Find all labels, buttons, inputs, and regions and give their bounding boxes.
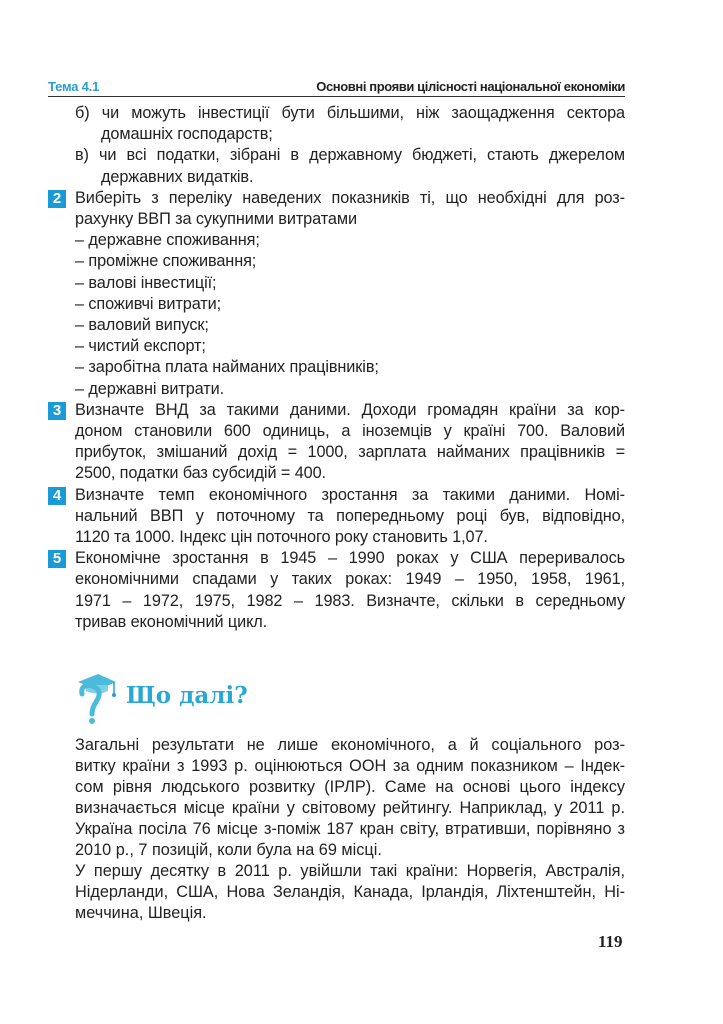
list-item: – заробітна плата найманих працівників; xyxy=(75,358,379,377)
task-5 xyxy=(48,548,625,633)
task-number-badge: 3 xyxy=(48,402,66,420)
text-line: домашніх господарств; xyxy=(101,125,273,144)
text-line: прибуток, змішаний дохід = 1000, зарплата найманих працівників = xyxy=(75,443,625,462)
text-line: 2010 р., 7 позицій, коли була на 69 місці. xyxy=(75,841,382,859)
header-title: Основні прояви цілісності національної економіки xyxy=(316,79,625,94)
text-line: економічними спадами у таких роках: 1949 – 1950, 1958, 1961, xyxy=(75,570,625,589)
next-section-text xyxy=(75,735,625,924)
exercises xyxy=(48,103,625,633)
text-line: Загальні результати не лише економічного, а й соціального роз- xyxy=(75,736,625,754)
page-number: 119 xyxy=(598,932,623,951)
graduation-cap-question-icon xyxy=(70,672,122,724)
text-line: меччина, Швеція. xyxy=(75,904,207,922)
text-line: витку країни з 1993 р. оцінюються ООН за одним показником – Індек- xyxy=(75,757,625,775)
task-4 xyxy=(48,485,625,549)
text-line: Нідерланди, США, Нова Зеландія, Канада, Ірландія, Ліхтенштейн, Ні- xyxy=(75,883,625,901)
text-line: 1971 – 1972, 1975, 1982 – 1983. Визначте, скільки в середньому xyxy=(75,591,625,610)
text-line: в) чи всі податки, зібрані в державному бюджеті, стають джерелом xyxy=(75,146,625,165)
text-line: рахунку ВВП за сукупними витратами xyxy=(75,210,357,229)
text-line: доном становили 600 одиниць, а іноземців у країні 700. Валовий xyxy=(75,422,625,441)
text-line: сом рівня людського розвитку (ІРЛР). Саме на основі цього індексу xyxy=(75,778,625,796)
list-item: – чистий експорт; xyxy=(75,337,206,356)
text-line: Визначте ВНД за такими даними. Доходи громадян країни за кор- xyxy=(75,400,625,419)
task-number-badge: 4 xyxy=(48,487,66,505)
text-line: Виберіть з переліку наведених показників ті, що необхідні для роз- xyxy=(75,188,625,207)
text-line: Україна посіла 76 місце з-поміж 187 кран світу, втративши, порівняно з xyxy=(75,820,625,838)
list-item: – державне споживання; xyxy=(75,231,260,250)
text-line: державних видатків. xyxy=(101,167,254,186)
task-number-badge: 5 xyxy=(48,550,66,568)
text-line: Економічне зростання в 1945 – 1990 роках у США переривалось xyxy=(75,549,625,568)
text-line: Визначте темп економічного зростання за такими даними. Номі- xyxy=(75,485,625,504)
list-item: – державні витрати. xyxy=(75,379,225,398)
list-item: – валові інвестиції; xyxy=(75,273,217,292)
list-item: – проміжне споживання; xyxy=(75,252,257,271)
sub-question xyxy=(48,103,625,145)
task-2 xyxy=(48,188,625,400)
text-line: 1120 та 1000. Індекс цін поточного року становить 1,07. xyxy=(75,528,488,547)
sub-question xyxy=(48,145,625,187)
task-3 xyxy=(48,400,625,485)
text-line: У першу десятку в 2011 р. увійшли такі країни: Норвегія, Австралія, xyxy=(75,862,625,880)
page-header xyxy=(48,78,625,97)
text-line: б) чи можуть інвестиції бути більшими, ніж заощадження сектора xyxy=(75,104,625,122)
task-number-badge: 2 xyxy=(48,190,66,208)
next-section-title: Що далі? xyxy=(126,682,248,709)
text-line: 2500, податки баз субсидій = 400. xyxy=(75,464,326,483)
list-item: – валовий випуск; xyxy=(75,316,209,335)
text-line: тривав економічний цикл. xyxy=(75,612,268,631)
text-line: визначається місце країни у світовому рейтингу. Наприклад, у 2011 р. xyxy=(75,799,625,817)
indicator-list xyxy=(75,230,625,400)
list-item: – споживчі витрати; xyxy=(75,294,222,313)
text-line: нальний ВВП у поточному та попередньому році був, відповідно, xyxy=(75,506,625,525)
topic-label: Тема 4.1 xyxy=(48,79,100,94)
